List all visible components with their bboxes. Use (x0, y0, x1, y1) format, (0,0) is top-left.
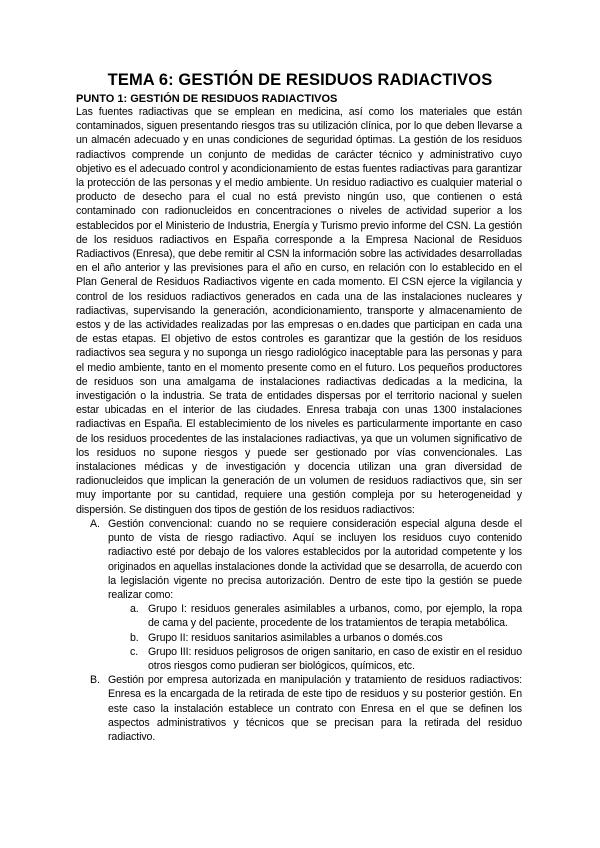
sublist-item-text: Grupo II: residuos sanitarios asimilables a urbanos o domés.cos (148, 631, 443, 644)
sublist-item-text: Grupo III: residuos peligrosos de origen sanitario, en caso de existir en el residuo otros riesgos como pudieran ser biológicos, químicos, etc. (148, 645, 522, 672)
sublist-marker: b. (130, 631, 139, 644)
sublist (108, 602, 522, 673)
list-item (76, 517, 522, 673)
list-item (76, 673, 522, 744)
list-item-text: Gestión convencional: cuando no se requiere consideración especial alguna desde el punto de vista de riesgo radiactivo. Aquí se incluyen los residuos cuyo contenido radiactivo esté por debajo de los valores establecidos por la autoridad competente y los originados en aquellas instalaciones donde la actividad que se desarrolla, de acuerdo con la legislación vigente no precisa autorización. Dentro de este tipo la gestión se puede realizar como: (108, 517, 522, 601)
list-item-text: Gestión por empresa autorizada en manipulación y tratamiento de residuos radiactivos: Enresa es la encargada de la retirada de este tipo de residuos y su posterior gestión. En este caso la instalación establece un contrato con Enresa en el que se definen los aspectos administrativos y técnicos que se precisan para la retirada del residuo radiactivo. (108, 674, 522, 743)
sublist-item (108, 645, 522, 673)
list-marker: B. (90, 674, 100, 687)
sublist-marker: c. (130, 645, 139, 658)
sublist-item-text: Grupo I: residuos generales asimilables a urbanos, como, por ejemplo, la ropa de cama y del paciente, procedente de los tratamientos de terapia metabólica. (148, 603, 522, 630)
sublist-marker: a. (130, 603, 139, 616)
document-body (76, 105, 522, 744)
sublist-item (108, 602, 522, 630)
list-marker: A. (90, 517, 100, 530)
document-title: TEMA 6: GESTIÓN DE RESIDUOS RADIACTIVOS (107, 71, 493, 89)
sublist-item (108, 631, 522, 645)
management-types-list (76, 517, 522, 744)
body-paragraph: Las fuentes radiactivas que se emplean en medicina, así como los materiales que están contaminados, siguen presentando riesgos tras su utilización clínica, por lo que deben llevarse a un almacén adecuado y en unas condiciones de seguridad óptimas. La gestión de los residuos radiactivos comprende un conjunto de medidas de carácter técnico y administrativo cuyo objetivo es el adecuado control y acondicionamiento de estas fuentes radiactivas para garantizar la protección de las personas y el medio ambiente. Un residuo radiactivo es cualquier material o producto de desecho para el cual no está previsto ningún uso, que contienen o está contaminado con radionucleidos en concentraciones o niveles de actividad superior a los establecidos por el Ministerio de Industria, Energía y Turismo previo informe del CSN. La gestión de los residuos radiactivos en España corresponde a la Empresa Nacional de Residuos Radiactivos (Enresa), que debe remitir al CSN la información sobre las actividades desarrolladas en el año anterior y las previsiones para el año en curso, en relación con lo establecido en el Plan General de Residuos Radiactivos vigente en cada momento. El CSN ejerce la vigilancia y control de los residuos radiactivos generados en cada una de las instalaciones nucleares y radiactivas, supervisando la generación, acondicionamiento, transporte y almacenamiento de estos y de las actividades realizadas por las empresas o en.dades que participan en cada una de estas etapas. El objetivo de estos controles es garantizar que la gestión de los residuos radiactivos sea segura y no suponga un riesgo radiológico inaceptable para las personas y para el medio ambiente, tanto en el momento presente como en el futuro. Los pequeños productores de residuos son una amalgama de instalaciones radiactivas dedicadas a la medicina, la investigación o la industria. Se trata de entidades dispersas por el territorio nacional y suelen estar ubicadas en el interior de las ciudades. Enresa trabaja con unas 1300 instalaciones radiactivas en España. El establecimiento de los niveles es particularmente importante en caso de los residuos procedentes de las instalaciones radiactivas, ya que un volumen significativo de los residuos no supone riesgos y puede ser gestionado por vías convencionales. Las instalaciones médicas y de investigación y docencia utilizan una gran diversidad de radionucleidos que implican la generación de un volumen de residuos radiactivos que, sin ser muy importante por su cantidad, requiere una gestión compleja por su heterogeneidad y dispersión. Se distinguen dos tipos de gestión de los residuos radiactivos: (76, 106, 522, 516)
section-heading: PUNTO 1: GESTIÓN DE RESIDUOS RADIACTIVOS (76, 93, 338, 105)
